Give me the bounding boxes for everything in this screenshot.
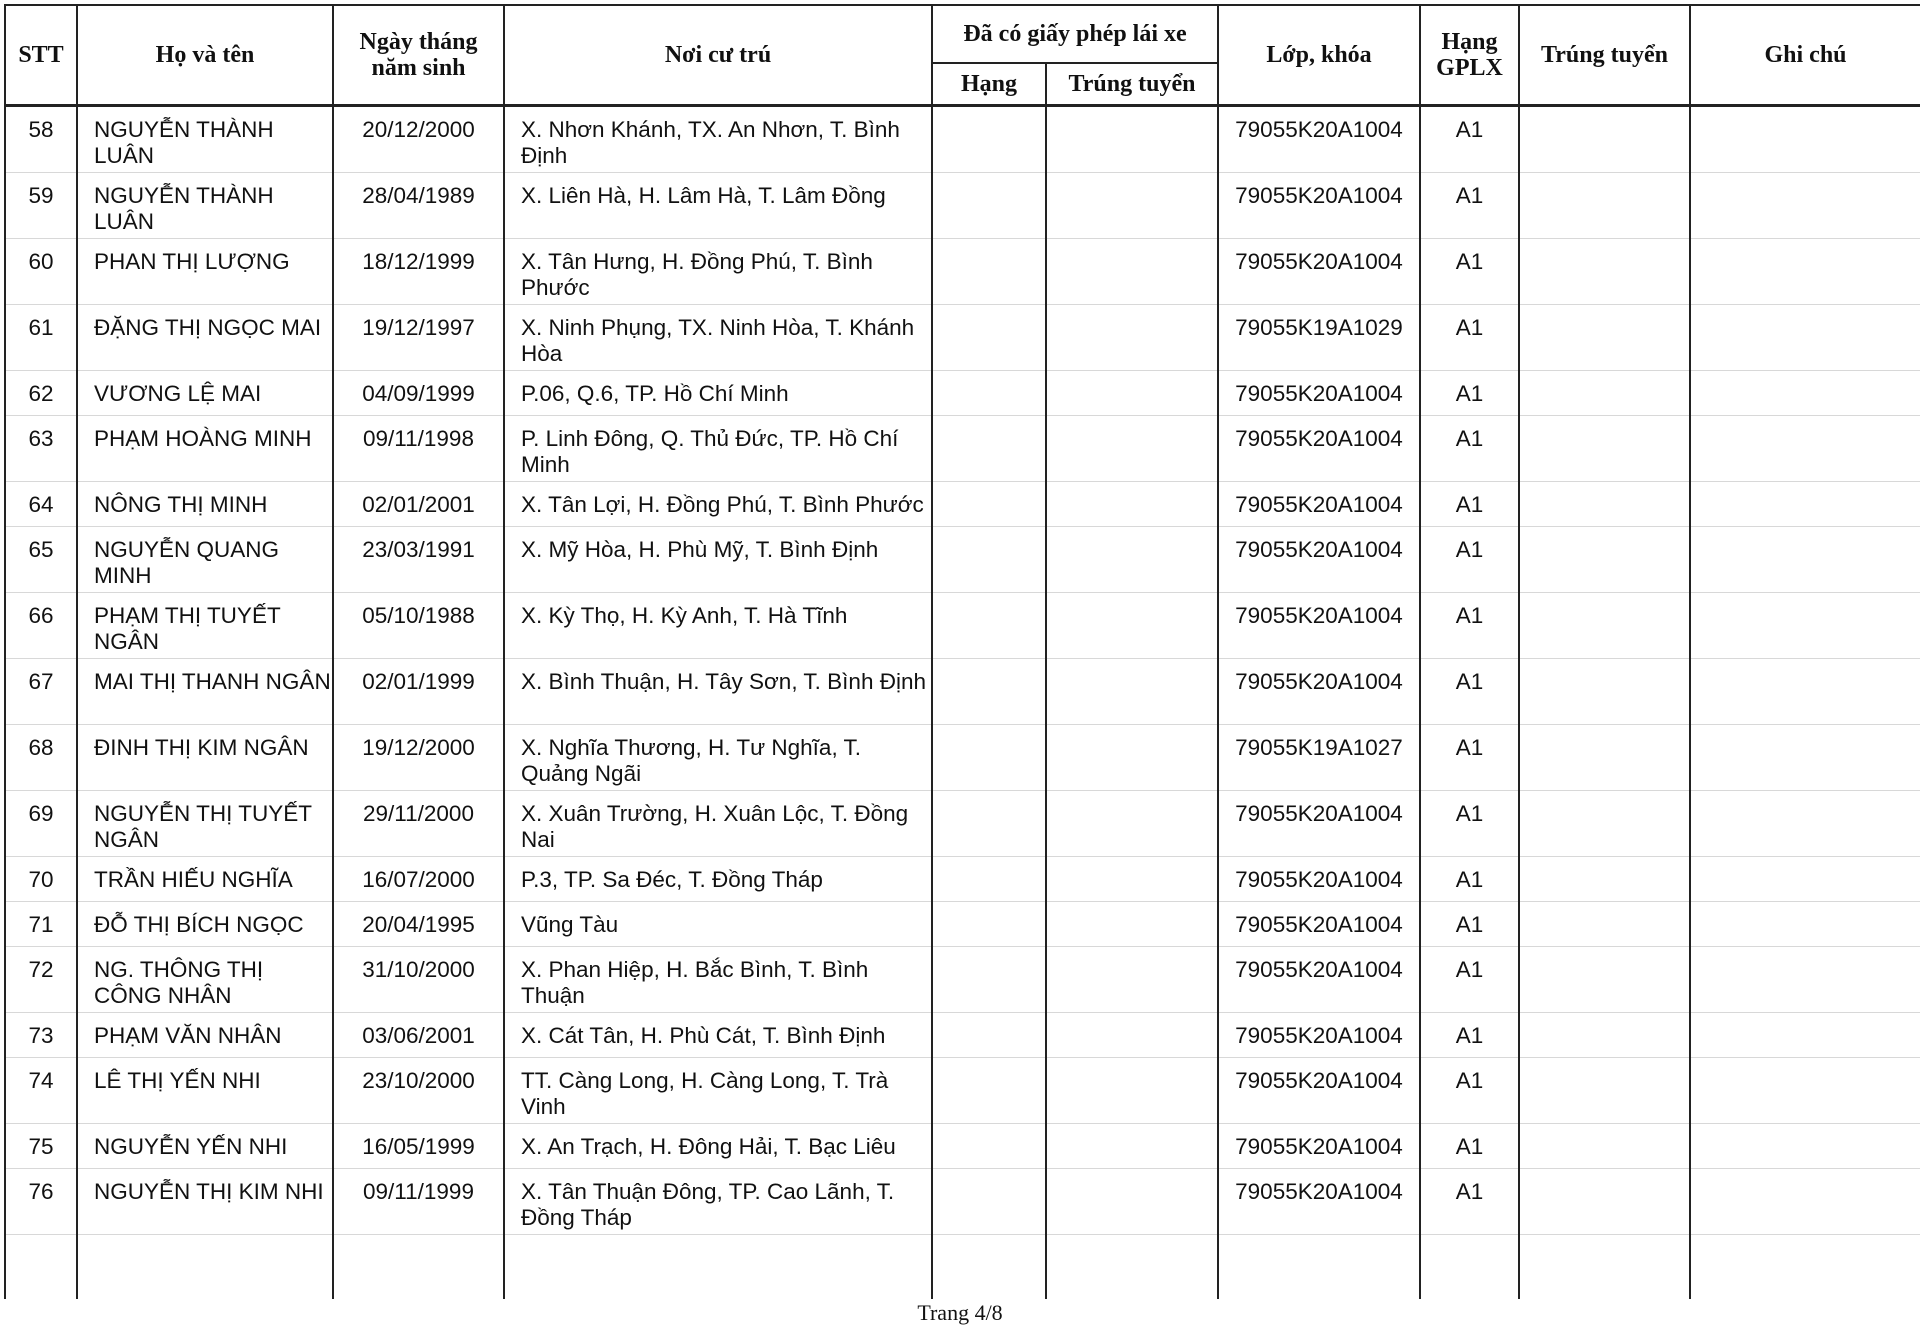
stt-cell: 67 [5, 659, 77, 725]
table-row [5, 416, 1920, 482]
note-cell [1690, 857, 1920, 902]
class-cell: 79055K20A1004 [1218, 416, 1420, 482]
license-rank-cell [932, 482, 1046, 527]
address-cell: X. Mỹ Hòa, H. Phù Mỹ, T. Bình Định [504, 527, 932, 593]
address-cell: Vũng Tàu [504, 902, 932, 947]
gplx-cell: A1 [1420, 1124, 1519, 1169]
address-cell: P.3, TP. Sa Đéc, T. Đồng Tháp [504, 857, 932, 902]
address-cell: P. Linh Đông, Q. Thủ Đức, TP. Hồ Chí Minh [504, 416, 932, 482]
note-cell [1690, 305, 1920, 371]
class-cell: 79055K20A1004 [1218, 106, 1420, 173]
class-cell: 79055K20A1004 [1218, 902, 1420, 947]
empty-cell [1046, 1235, 1218, 1300]
dob-cell: 23/10/2000 [333, 1058, 504, 1124]
table-row [5, 305, 1920, 371]
stt-cell: 72 [5, 947, 77, 1013]
class-cell: 79055K20A1004 [1218, 173, 1420, 239]
note-cell [1690, 371, 1920, 416]
name-cell: TRẦN HIẾU NGHĨA [77, 857, 333, 902]
note-cell [1690, 659, 1920, 725]
license-rank-cell [932, 371, 1046, 416]
table-row [5, 1058, 1920, 1124]
class-cell: 79055K20A1004 [1218, 1124, 1420, 1169]
stt-cell: 66 [5, 593, 77, 659]
address-cell: X. Cát Tân, H. Phù Cát, T. Bình Định [504, 1013, 932, 1058]
address-cell: X. Liên Hà, H. Lâm Hà, T. Lâm Đồng [504, 173, 932, 239]
page-number: Trang 4/8 [917, 1300, 1003, 1325]
note-cell [1690, 947, 1920, 1013]
class-cell: 79055K20A1004 [1218, 857, 1420, 902]
name-cell: VƯƠNG LỆ MAI [77, 371, 333, 416]
header-gplx: Hạng GPLX [1420, 5, 1519, 106]
license-passed-cell [1046, 947, 1218, 1013]
dob-cell: 04/09/1999 [333, 371, 504, 416]
license-rank-cell [932, 791, 1046, 857]
class-cell: 79055K20A1004 [1218, 239, 1420, 305]
table-row [5, 173, 1920, 239]
gplx-cell: A1 [1420, 857, 1519, 902]
license-passed-cell [1046, 371, 1218, 416]
name-cell: NGUYỄN THÀNH LUÂN [77, 173, 333, 239]
class-cell: 79055K20A1004 [1218, 371, 1420, 416]
passed-cell [1519, 239, 1690, 305]
address-cell: P.06, Q.6, TP. Hồ Chí Minh [504, 371, 932, 416]
header-name: Họ và tên [77, 5, 333, 106]
stt-cell: 58 [5, 106, 77, 173]
stt-cell: 61 [5, 305, 77, 371]
dob-cell: 09/11/1998 [333, 416, 504, 482]
name-cell: MAI THỊ THANH NGÂN [77, 659, 333, 725]
license-passed-cell [1046, 791, 1218, 857]
address-cell: X. Tân Thuận Đông, TP. Cao Lãnh, T. Đồng Tháp [504, 1169, 932, 1235]
class-cell: 79055K20A1004 [1218, 791, 1420, 857]
name-cell: LÊ THỊ YẾN NHI [77, 1058, 333, 1124]
note-cell [1690, 791, 1920, 857]
table-row [5, 593, 1920, 659]
passed-cell [1519, 902, 1690, 947]
address-cell: X. Phan Hiệp, H. Bắc Bình, T. Bình Thuận [504, 947, 932, 1013]
name-cell: ĐẶNG THỊ NGỌC MAI [77, 305, 333, 371]
table-header [5, 5, 1920, 106]
passed-cell [1519, 416, 1690, 482]
license-rank-cell [932, 239, 1046, 305]
passed-cell [1519, 1169, 1690, 1235]
dob-cell: 16/05/1999 [333, 1124, 504, 1169]
license-passed-cell [1046, 902, 1218, 947]
table-row [5, 1013, 1920, 1058]
dob-cell: 02/01/1999 [333, 659, 504, 725]
stt-cell: 65 [5, 527, 77, 593]
passed-cell [1519, 1124, 1690, 1169]
note-cell [1690, 482, 1920, 527]
header-stt: STT [5, 5, 77, 106]
name-cell: PHẠM THỊ TUYẾT NGÂN [77, 593, 333, 659]
address-cell: X. Tân Lợi, H. Đồng Phú, T. Bình Phước [504, 482, 932, 527]
class-cell: 79055K20A1004 [1218, 593, 1420, 659]
note-cell [1690, 173, 1920, 239]
license-rank-cell [932, 416, 1046, 482]
address-cell: X. Bình Thuận, H. Tây Sơn, T. Bình Định [504, 659, 932, 725]
name-cell: NG. THÔNG THỊ CÔNG NHÂN [77, 947, 333, 1013]
header-passed: Trúng tuyển [1519, 5, 1690, 106]
class-cell: 79055K20A1004 [1218, 659, 1420, 725]
license-rank-cell [932, 902, 1046, 947]
gplx-cell: A1 [1420, 371, 1519, 416]
dob-cell: 16/07/2000 [333, 857, 504, 902]
gplx-cell: A1 [1420, 106, 1519, 173]
license-passed-cell [1046, 857, 1218, 902]
table-row [5, 106, 1920, 173]
note-cell [1690, 1169, 1920, 1235]
dob-cell: 28/04/1989 [333, 173, 504, 239]
dob-cell: 19/12/2000 [333, 725, 504, 791]
name-cell: ĐINH THỊ KIM NGÂN [77, 725, 333, 791]
note-cell [1690, 1013, 1920, 1058]
gplx-cell: A1 [1420, 239, 1519, 305]
passed-cell [1519, 1013, 1690, 1058]
table-row [5, 725, 1920, 791]
license-rank-cell [932, 1058, 1046, 1124]
address-cell: X. Nhơn Khánh, TX. An Nhơn, T. Bình Định [504, 106, 932, 173]
stt-cell: 63 [5, 416, 77, 482]
empty-cell [333, 1235, 504, 1300]
empty-cell [77, 1235, 333, 1300]
table-row [5, 1169, 1920, 1235]
empty-cell [504, 1235, 932, 1300]
class-cell: 79055K20A1004 [1218, 947, 1420, 1013]
license-passed-cell [1046, 593, 1218, 659]
header-dob: Ngày tháng năm sinh [333, 5, 504, 106]
dob-cell: 29/11/2000 [333, 791, 504, 857]
name-cell: PHAN THỊ LƯỢNG [77, 239, 333, 305]
dob-cell: 02/01/2001 [333, 482, 504, 527]
license-passed-cell [1046, 106, 1218, 173]
license-passed-cell [1046, 239, 1218, 305]
class-cell: 79055K20A1004 [1218, 482, 1420, 527]
name-cell: ĐỖ THỊ BÍCH NGỌC [77, 902, 333, 947]
class-cell: 79055K19A1027 [1218, 725, 1420, 791]
note-cell [1690, 106, 1920, 173]
license-rank-cell [932, 593, 1046, 659]
header-license-rank: Hạng [932, 63, 1046, 106]
address-cell: X. Ninh Phụng, TX. Ninh Hòa, T. Khánh Hòa [504, 305, 932, 371]
note-cell [1690, 1058, 1920, 1124]
passed-cell [1519, 1058, 1690, 1124]
passed-cell [1519, 371, 1690, 416]
gplx-cell: A1 [1420, 1013, 1519, 1058]
name-cell: NGUYỄN YẾN NHI [77, 1124, 333, 1169]
license-passed-cell [1046, 1169, 1218, 1235]
license-rank-cell [932, 1013, 1046, 1058]
table-row-empty [5, 1235, 1920, 1300]
license-rank-cell [932, 725, 1046, 791]
gplx-cell: A1 [1420, 659, 1519, 725]
table-row [5, 659, 1920, 725]
stt-cell: 62 [5, 371, 77, 416]
license-rank-cell [932, 173, 1046, 239]
note-cell [1690, 1124, 1920, 1169]
dob-cell: 03/06/2001 [333, 1013, 504, 1058]
license-passed-cell [1046, 416, 1218, 482]
stt-cell: 75 [5, 1124, 77, 1169]
gplx-cell: A1 [1420, 791, 1519, 857]
address-cell: X. An Trạch, H. Đông Hải, T. Bạc Liêu [504, 1124, 932, 1169]
table-row [5, 239, 1920, 305]
header-note: Ghi chú [1690, 5, 1920, 106]
license-rank-cell [932, 1124, 1046, 1169]
candidate-table [4, 4, 1920, 1299]
passed-cell [1519, 659, 1690, 725]
header-class: Lớp, khóa [1218, 5, 1420, 106]
class-cell: 79055K20A1004 [1218, 1169, 1420, 1235]
gplx-cell: A1 [1420, 593, 1519, 659]
license-passed-cell [1046, 173, 1218, 239]
dob-cell: 05/10/1988 [333, 593, 504, 659]
stt-cell: 59 [5, 173, 77, 239]
gplx-cell: A1 [1420, 902, 1519, 947]
table-row [5, 947, 1920, 1013]
license-passed-cell [1046, 725, 1218, 791]
license-passed-cell [1046, 1124, 1218, 1169]
class-cell: 79055K19A1029 [1218, 305, 1420, 371]
note-cell [1690, 593, 1920, 659]
gplx-cell: A1 [1420, 725, 1519, 791]
class-cell: 79055K20A1004 [1218, 1013, 1420, 1058]
stt-cell: 69 [5, 791, 77, 857]
stt-cell: 74 [5, 1058, 77, 1124]
header-license-group: Đã có giấy phép lái xe [932, 5, 1218, 63]
stt-cell: 64 [5, 482, 77, 527]
passed-cell [1519, 947, 1690, 1013]
passed-cell [1519, 482, 1690, 527]
gplx-cell: A1 [1420, 482, 1519, 527]
address-cell: TT. Càng Long, H. Càng Long, T. Trà Vinh [504, 1058, 932, 1124]
address-cell: X. Xuân Trường, H. Xuân Lộc, T. Đồng Nai [504, 791, 932, 857]
gplx-cell: A1 [1420, 305, 1519, 371]
stt-cell: 70 [5, 857, 77, 902]
name-cell: PHẠM HOÀNG MINH [77, 416, 333, 482]
license-rank-cell [932, 305, 1046, 371]
license-passed-cell [1046, 1058, 1218, 1124]
table-row [5, 527, 1920, 593]
name-cell: NGUYỄN QUANG MINH [77, 527, 333, 593]
passed-cell [1519, 527, 1690, 593]
stt-cell: 76 [5, 1169, 77, 1235]
stt-cell: 71 [5, 902, 77, 947]
dob-cell: 20/04/1995 [333, 902, 504, 947]
stt-cell: 60 [5, 239, 77, 305]
stt-cell: 73 [5, 1013, 77, 1058]
license-rank-cell [932, 947, 1046, 1013]
address-cell: X. Kỳ Thọ, H. Kỳ Anh, T. Hà Tĩnh [504, 593, 932, 659]
license-rank-cell [932, 527, 1046, 593]
gplx-cell: A1 [1420, 947, 1519, 1013]
license-rank-cell [932, 659, 1046, 725]
license-rank-cell [932, 106, 1046, 173]
gplx-cell: A1 [1420, 1169, 1519, 1235]
class-cell: 79055K20A1004 [1218, 1058, 1420, 1124]
empty-cell [1218, 1235, 1420, 1300]
empty-cell [1519, 1235, 1690, 1300]
table-body [5, 106, 1920, 1300]
license-passed-cell [1046, 1013, 1218, 1058]
note-cell [1690, 239, 1920, 305]
passed-cell [1519, 305, 1690, 371]
note-cell [1690, 527, 1920, 593]
table-row [5, 1124, 1920, 1169]
dob-cell: 19/12/1997 [333, 305, 504, 371]
license-rank-cell [932, 857, 1046, 902]
note-cell [1690, 725, 1920, 791]
gplx-cell: A1 [1420, 173, 1519, 239]
passed-cell [1519, 791, 1690, 857]
empty-cell [1690, 1235, 1920, 1300]
empty-cell [1420, 1235, 1519, 1300]
dob-cell: 18/12/1999 [333, 239, 504, 305]
header-license-passed: Trúng tuyển [1046, 63, 1218, 106]
header-address: Nơi cư trú [504, 5, 932, 106]
table-row [5, 791, 1920, 857]
address-cell: X. Tân Hưng, H. Đồng Phú, T. Bình Phước [504, 239, 932, 305]
license-passed-cell [1046, 305, 1218, 371]
license-passed-cell [1046, 527, 1218, 593]
passed-cell [1519, 106, 1690, 173]
table-row [5, 482, 1920, 527]
dob-cell: 20/12/2000 [333, 106, 504, 173]
note-cell [1690, 902, 1920, 947]
passed-cell [1519, 593, 1690, 659]
gplx-cell: A1 [1420, 1058, 1519, 1124]
table-row [5, 371, 1920, 416]
stt-cell: 68 [5, 725, 77, 791]
gplx-cell: A1 [1420, 416, 1519, 482]
dob-cell: 23/03/1991 [333, 527, 504, 593]
passed-cell [1519, 173, 1690, 239]
note-cell [1690, 416, 1920, 482]
passed-cell [1519, 857, 1690, 902]
name-cell: PHẠM VĂN NHÂN [77, 1013, 333, 1058]
name-cell: NÔNG THỊ MINH [77, 482, 333, 527]
passed-cell [1519, 725, 1690, 791]
dob-cell: 31/10/2000 [333, 947, 504, 1013]
license-passed-cell [1046, 482, 1218, 527]
table-row [5, 902, 1920, 947]
license-passed-cell [1046, 659, 1218, 725]
table-row [5, 857, 1920, 902]
class-cell: 79055K20A1004 [1218, 527, 1420, 593]
dob-cell: 09/11/1999 [333, 1169, 504, 1235]
empty-cell [5, 1235, 77, 1300]
license-rank-cell [932, 1169, 1046, 1235]
name-cell: NGUYỄN THỊ TUYẾT NGÂN [77, 791, 333, 857]
address-cell: X. Nghĩa Thương, H. Tư Nghĩa, T. Quảng Ngãi [504, 725, 932, 791]
gplx-cell: A1 [1420, 527, 1519, 593]
name-cell: NGUYỄN THỊ KIM NHI [77, 1169, 333, 1235]
empty-cell [932, 1235, 1046, 1300]
name-cell: NGUYỄN THÀNH LUÂN [77, 106, 333, 173]
